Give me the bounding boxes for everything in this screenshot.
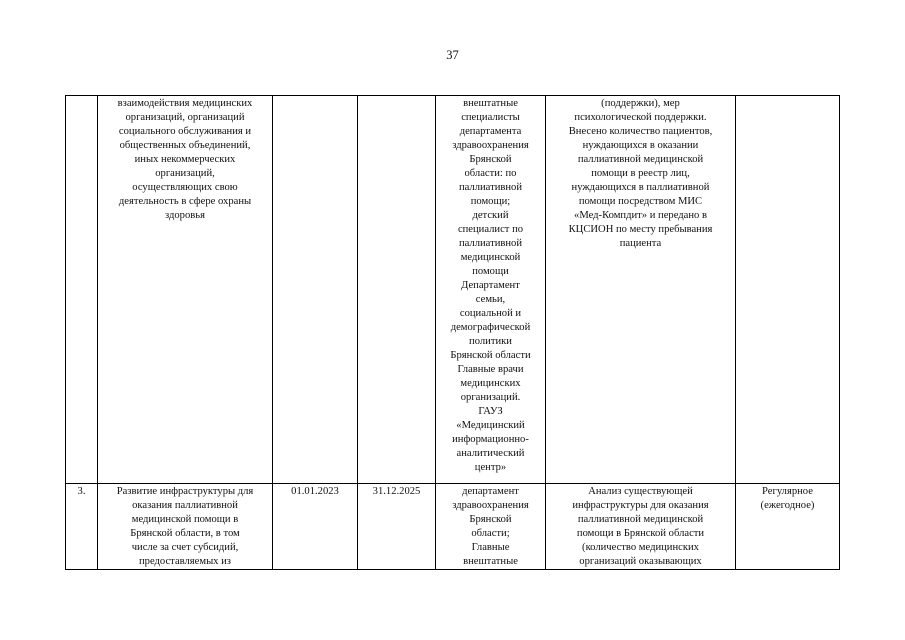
- end-date-cell: 31.12.2025: [358, 484, 436, 570]
- periodicity-cell: [736, 96, 840, 484]
- start-date-cell: 01.01.2023: [273, 484, 358, 570]
- responsible-cell: внештатные специалисты департамента здравоохранения Брянской области: по паллиативной помощи; детский специалист по паллиативной медицинской помощи Департамент семьи, социальной и демографической политики Брянской области Главные врачи медицинских организаций. ГАУЗ «Медицинский информационно- аналитический центр»: [436, 96, 546, 484]
- activity-cell: взаимодействия медицинских организаций, организаций социального обслуживания и общественных объединений, иных некоммерческих организаций, осуществляющих свою деятельность в сфере охраны здоровья: [98, 96, 273, 484]
- measures-table: [65, 95, 840, 570]
- end-date-cell: [358, 96, 436, 484]
- periodicity-cell: Регулярное (ежегодное): [736, 484, 840, 570]
- page-number: 37: [446, 48, 459, 62]
- start-date-cell: [273, 96, 358, 484]
- row-number-cell: 3.: [66, 484, 98, 570]
- result-cell: (поддержки), мер психологической поддержки. Внесено количество пациентов, нуждающихся в оказании паллиативной медицинской помощи в реестр лиц, нуждающихся в паллиативной помощи посредством МИС «Мед-Компдит» и передано в КЦСИОН по месту пребывания пациента: [546, 96, 736, 484]
- result-cell: Анализ существующей инфраструктуры для оказания паллиативной медицинской помощи в Брянской области (количество медицинских организаций оказывающих: [546, 484, 736, 570]
- row-number-cell: [66, 96, 98, 484]
- responsible-cell: департамент здравоохранения Брянской области; Главные внештатные: [436, 484, 546, 570]
- activity-cell: Развитие инфраструктуры для оказания паллиативной медицинской помощи в Брянской области, в том числе за счет субсидий, предоставляемых из: [98, 484, 273, 570]
- table-row: [66, 484, 840, 570]
- table-row: [66, 96, 840, 484]
